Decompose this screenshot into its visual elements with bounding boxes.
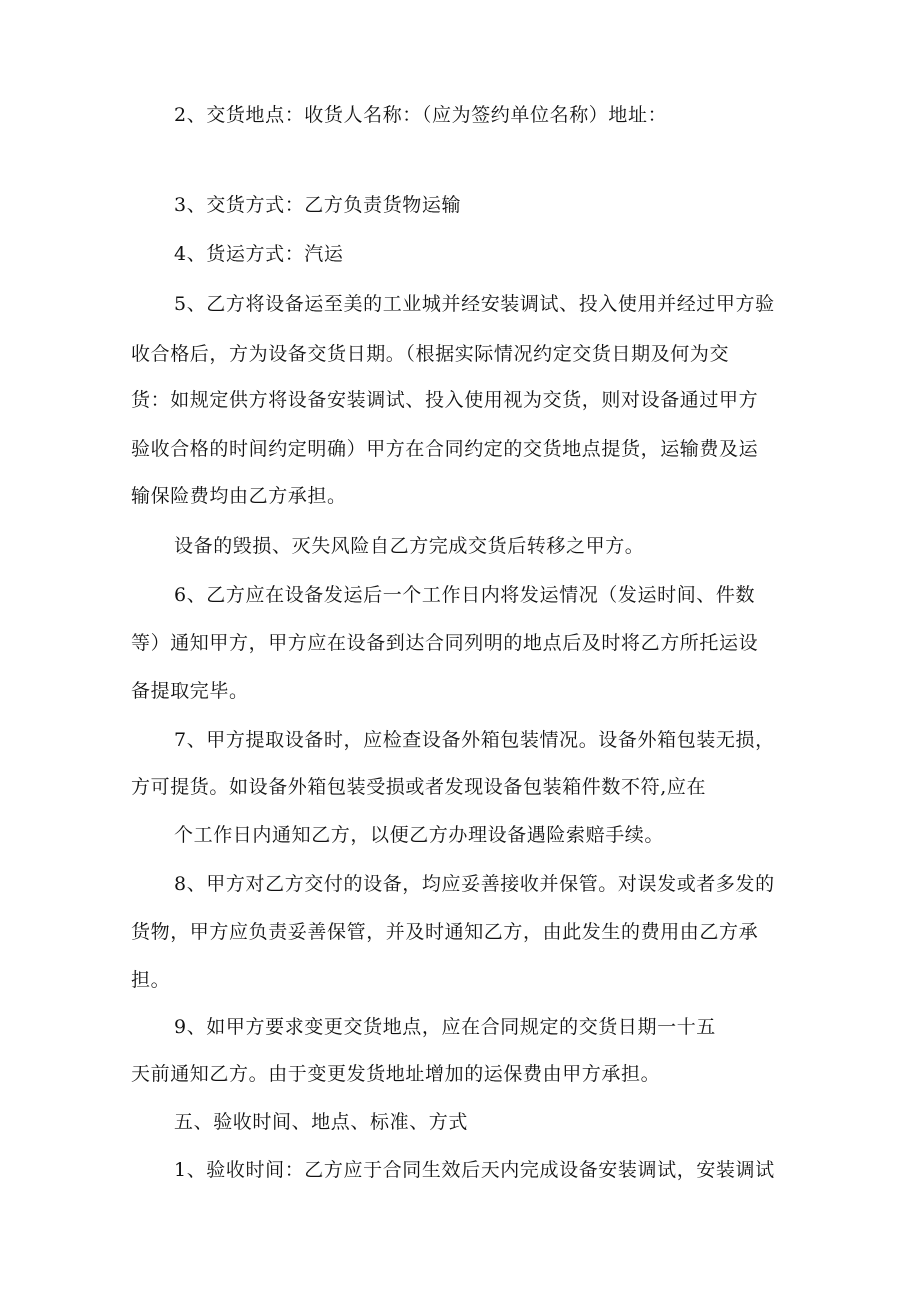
clause-4-transport-method: 4、货运方式：汽运	[174, 243, 344, 265]
clause-7-line-2: 方可提货。如设备外箱包装受损或者发现设备包装箱件数不符,应在	[131, 776, 707, 798]
clause-8-line-3: 担。	[131, 969, 171, 991]
clause-8-line-1: 8、甲方对乙方交付的设备，均应妥善接收并保管。对误发或者多发的	[174, 873, 775, 895]
section-five-clause-1: 1、验收时间：乙方应于合同生效后天内完成设备安装调试，安装调试	[174, 1159, 775, 1181]
clause-6-line-1: 6、乙方应在设备发运后一个工作日内将发运情况（发运时间、件数	[174, 584, 756, 606]
clause-9-line-2: 天前通知乙方。由于变更发货地址增加的运保费由甲方承担。	[131, 1063, 661, 1085]
clause-6-line-3: 备提取完毕。	[131, 680, 249, 702]
clause-5-line-3: 货：如规定供方将设备安装调试、投入使用视为交货，则对设备通过甲方	[131, 389, 759, 411]
clause-9-line-1: 9、如甲方要求变更交货地点，应在合同规定的交货日期一十五	[174, 1016, 716, 1038]
risk-transfer-paragraph: 设备的毁损、灭失风险自乙方完成交货后转移之甲方。	[174, 535, 645, 557]
clause-6-line-2: 等）通知甲方，甲方应在设备到达合同列明的地点后及时将乙方所托运设	[131, 632, 759, 654]
clause-3-delivery-method: 3、交货方式：乙方负责货物运输	[174, 194, 462, 216]
clause-8-line-2: 货物，甲方应负责妥善保管，并及时通知乙方，由此发生的费用由乙方承	[131, 921, 759, 943]
clause-2-delivery-place: 2、交货地点：收货人名称：（应为签约单位名称）地址：	[174, 104, 668, 126]
section-five-heading: 五、验收时间、地点、标准、方式	[174, 1111, 469, 1133]
clause-7-line-1: 7、甲方提取设备时，应检查设备外箱包装情况。设备外箱包装无损，	[174, 729, 775, 751]
clause-5-line-4: 验收合格的时间约定明确）甲方在合同约定的交货地点提货，运输费及运	[131, 438, 759, 460]
clause-7-line-3: 个工作日内通知乙方，以便乙方办理设备遇险索赔手续。	[174, 824, 665, 846]
clause-5-line-2: 收合格后，方为设备交货日期。（根据实际情况约定交货日期及何为交	[131, 343, 730, 365]
clause-5-line-1: 5、乙方将设备运至美的工业城并经安装调试、投入使用并经过甲方验	[174, 293, 775, 315]
clause-5-line-5: 输保险费均由乙方承担。	[131, 485, 347, 507]
